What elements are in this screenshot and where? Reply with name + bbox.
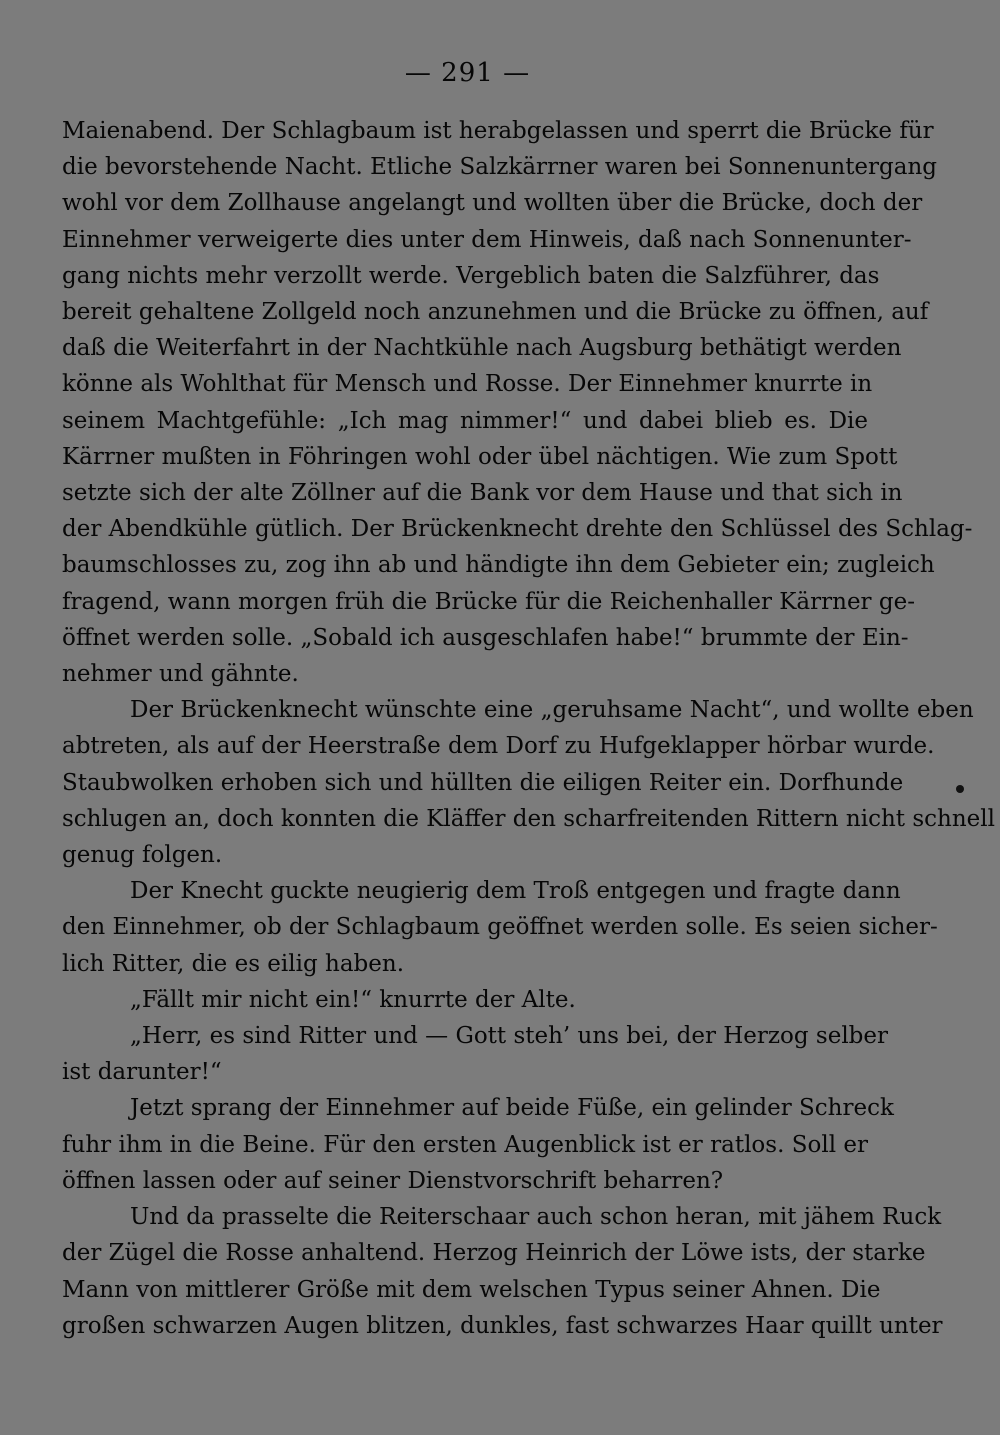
text-line: großen schwarzen Augen blitzen, dunkles, fast schwarzes Haar quillt unter: [62, 1312, 943, 1339]
text-line: öffnen lassen oder auf seiner Dienstvorschrift beharren?: [62, 1167, 724, 1194]
text-line: abtreten, als auf der Heerstraße dem Dorf zu Hufgeklapper hörbar wurde.: [62, 733, 935, 760]
text-line: gang nichts mehr verzollt werde. Vergeblich baten die Salzführer, das: [62, 262, 880, 289]
paragraph: [62, 692, 995, 873]
text-line: „Fällt mir nicht ein!“ knurrte der Alte.: [130, 986, 576, 1013]
page-number: — 291 —: [404, 58, 531, 88]
text-line: Jetzt sprang der Einnehmer auf beide Füße, ein gelinder Schreck: [130, 1095, 894, 1122]
paragraph: [62, 1090, 894, 1199]
paragraph: [62, 1199, 943, 1344]
text-line: fuhr ihm in die Beine. Für den ersten Augenblick ist er ratlos. Soll er: [62, 1131, 868, 1158]
text-line: den Einnehmer, ob der Schlagbaum geöffnet werden solle. Es seien sicher-: [62, 914, 938, 941]
text-line: Mann von mittlerer Größe mit dem welschen Typus seiner Ahnen. Die: [62, 1276, 881, 1303]
text-line: Maienabend. Der Schlagbaum ist herabgelassen und sperrt die Brücke für: [62, 118, 934, 144]
text-line: Der Brückenknecht wünschte eine „geruhsame Nacht“, und wollte eben: [130, 697, 974, 724]
text-line: Staubwolken erhoben sich und hüllten die eiligen Reiter ein. Dorfhunde: [62, 769, 904, 796]
text-line: öffnet werden solle. „Sobald ich ausgeschlafen habe!“ brummte der Ein-: [62, 624, 909, 651]
paragraph: [62, 113, 973, 692]
text-line: Kärrner mußten in Föhringen wohl oder übel nächtigen. Wie zum Spott: [62, 443, 898, 470]
text-line: Einnehmer verweigerte dies unter dem Hinweis, daß nach Sonnenunter-: [62, 226, 912, 253]
text-line: der Abendkühle gütlich. Der Brückenknecht drehte den Schlüssel des Schlag-: [62, 516, 973, 543]
text-line: baumschlosses zu, zog ihn ab und händigte ihn dem Gebieter ein; zugleich: [62, 552, 935, 579]
text-line: nehmer und gähnte.: [62, 661, 299, 688]
text-line: könne als Wohlthat für Mensch und Rosse. Der Einnehmer knurrte in: [62, 371, 873, 398]
paragraph: [62, 982, 868, 1018]
text-line: lich Ritter, die es eilig haben.: [62, 950, 405, 977]
text-line: Der Knecht guckte neugierig dem Troß entgegen und fragte dann: [130, 878, 901, 905]
text-line: fragend, wann morgen früh die Brücke für die Reichenhaller Kärrner ge-: [62, 588, 915, 615]
text-line: bereit gehaltene Zollgeld noch anzunehmen und die Brücke zu öffnen, auf: [62, 299, 929, 326]
text-line: daß die Weiterfahrt in der Nachtkühle nach Augsburg bethätigt werden: [62, 335, 902, 362]
body-text: [62, 113, 995, 1344]
paragraph: [62, 1018, 889, 1090]
margin-mark: [956, 785, 964, 793]
text-line: der Zügel die Rosse anhaltend. Herzog Heinrich der Löwe ists, der starke: [62, 1240, 926, 1267]
text-line: wohl vor dem Zollhause angelangt und wollten über die Brücke, doch der: [62, 190, 923, 217]
text-line: genug folgen.: [62, 842, 223, 869]
text-line: seinem Machtgefühle: „Ich mag nimmer!“ und dabei blieb es. Die: [62, 407, 868, 434]
paragraph: [62, 873, 938, 982]
text-line: setzte sich der alte Zöllner auf die Bank vor dem Hause und that sich in: [62, 480, 903, 507]
text-line: ist darunter!“: [62, 1059, 222, 1086]
text-line: „Herr, es sind Ritter und — Gott steh’ uns bei, der Herzog selber: [130, 1023, 889, 1050]
text-line: Und da prasselte die Reiterschaar auch schon heran, mit jähem Ruck: [130, 1204, 942, 1231]
text-line: schlugen an, doch konnten die Kläffer den scharfreitenden Rittern nicht schnell: [62, 805, 995, 832]
text-line: die bevorstehende Nacht. Etliche Salzkärrner waren bei Sonnenuntergang: [62, 154, 938, 181]
